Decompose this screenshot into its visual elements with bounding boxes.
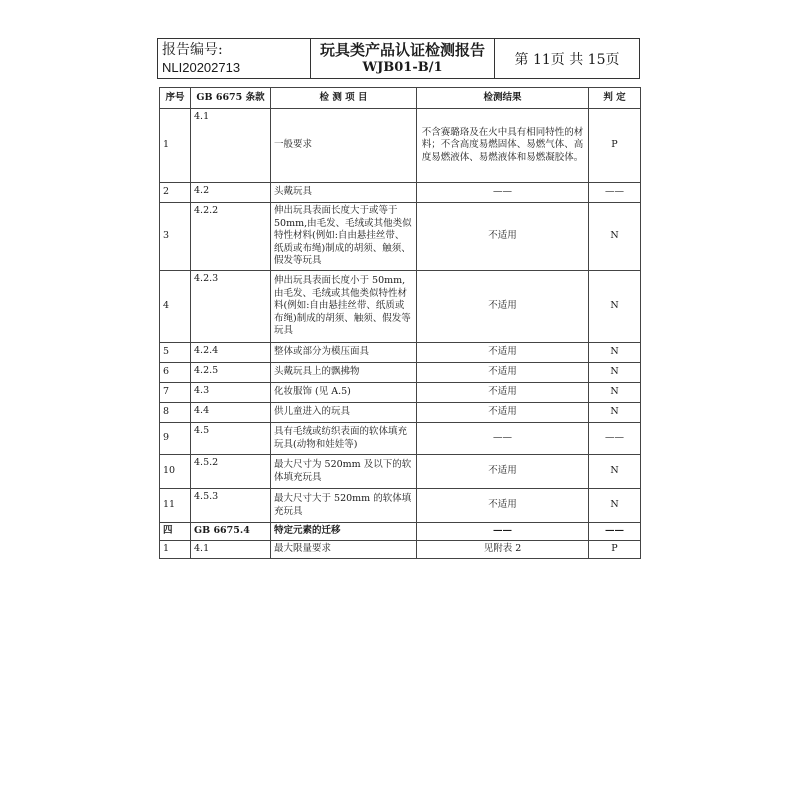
row-seq: 2 [160, 183, 191, 203]
col-header-result: 检测结果 [417, 88, 589, 109]
row-seq: 8 [160, 403, 191, 423]
table-row [160, 489, 641, 523]
row-verdict: P [589, 540, 641, 558]
row-seq: 7 [160, 383, 191, 403]
row-seq: 4 [160, 271, 191, 343]
table-header-row [160, 88, 641, 109]
row-clause: 4.5.2 [191, 455, 271, 489]
row-item: 最大尺寸大于 520mm 的软体填充玩具 [271, 489, 417, 523]
row-clause: 4.2.5 [191, 363, 271, 383]
row-item: 伸出玩具表面长度大于或等于50mm,由毛发、毛绒或其他类似特性材料(例如:自由悬挂丝带、纸质或布绳)制成的胡须、触须、假发等玩具 [271, 203, 417, 271]
row-item: 具有毛绒或纺织表面的软体填充玩具(动物和娃娃等) [271, 423, 417, 455]
page-info: 第 11页 共 15页 [514, 51, 620, 68]
row-clause: 4.3 [191, 383, 271, 403]
row-clause: 4.1 [191, 540, 271, 558]
row-seq: 3 [160, 203, 191, 271]
row-verdict: N [589, 383, 641, 403]
table-row [160, 271, 641, 343]
report-number-cell [158, 39, 311, 78]
col-header-seq: 序号 [160, 88, 191, 109]
report-code: WJB01-B/1 [362, 60, 443, 75]
row-verdict: N [589, 271, 641, 343]
table-row [160, 203, 641, 271]
col-header-verdict: 判 定 [589, 88, 641, 109]
row-seq: 10 [160, 455, 191, 489]
row-result: 不适用 [417, 455, 589, 489]
row-seq: 5 [160, 343, 191, 363]
table-row [160, 383, 641, 403]
row-clause: 4.5 [191, 423, 271, 455]
row-item: 特定元素的迁移 [271, 523, 417, 541]
table-row [160, 455, 641, 489]
row-result: 见附表 2 [417, 540, 589, 558]
table-row [160, 523, 641, 541]
row-result: 不适用 [417, 363, 589, 383]
report-title-cell [311, 39, 495, 78]
row-verdict: —— [589, 183, 641, 203]
row-verdict: P [589, 109, 641, 183]
report-number-label: 报告编号: [162, 42, 223, 58]
row-result: 不适用 [417, 203, 589, 271]
row-item: 整体或部分为模压面具 [271, 343, 417, 363]
row-seq: 1 [160, 540, 191, 558]
table-row [160, 403, 641, 423]
table-row [160, 183, 641, 203]
row-result: —— [417, 523, 589, 541]
row-verdict: N [589, 363, 641, 383]
test-results-table [159, 87, 641, 559]
row-clause: 4.2.4 [191, 343, 271, 363]
row-verdict: N [589, 343, 641, 363]
row-result: —— [417, 183, 589, 203]
row-clause: 4.2.3 [191, 271, 271, 343]
row-result: 不适用 [417, 343, 589, 363]
row-verdict: N [589, 203, 641, 271]
row-result: 不适用 [417, 489, 589, 523]
report-number: NLI20202713 [162, 60, 241, 75]
row-verdict: —— [589, 423, 641, 455]
row-result: 不适用 [417, 383, 589, 403]
row-result: —— [417, 423, 589, 455]
row-seq: 11 [160, 489, 191, 523]
row-clause: 4.5.3 [191, 489, 271, 523]
table-row [160, 343, 641, 363]
report-title: 玩具类产品认证检测报告 [319, 41, 485, 59]
row-result: 不适用 [417, 271, 589, 343]
col-header-clause: GB 6675 条款 [191, 88, 271, 109]
row-verdict: N [589, 455, 641, 489]
row-result: 不适用 [417, 403, 589, 423]
table-row [160, 423, 641, 455]
report-header [157, 38, 640, 79]
row-seq: 四 [160, 523, 191, 541]
row-item: 头戴玩具 [271, 183, 417, 203]
row-result: 不含赛璐珞及在火中具有相同特性的材料；不含高度易燃固体、易燃气体、高度易燃液体、易燃液体和易燃凝胶体。 [417, 109, 589, 183]
row-verdict: —— [589, 523, 641, 541]
row-clause: 4.2.2 [191, 203, 271, 271]
row-verdict: N [589, 489, 641, 523]
row-item: 化妆服饰 (见 A.5) [271, 383, 417, 403]
row-item: 供儿童进入的玩具 [271, 403, 417, 423]
row-item: 伸出玩具表面长度小于 50mm,由毛发、毛绒或其他类似特性材料(例如:自由悬挂丝带、纸质或布绳)制成的胡须、触须、假发等玩具 [271, 271, 417, 343]
table-row [160, 109, 641, 183]
col-header-item: 检 测 项 目 [271, 88, 417, 109]
row-seq: 1 [160, 109, 191, 183]
row-item: 头戴玩具上的飘拂物 [271, 363, 417, 383]
table-row [160, 540, 641, 558]
row-clause: 4.1 [191, 109, 271, 183]
row-verdict: N [589, 403, 641, 423]
table-row [160, 363, 641, 383]
row-seq: 6 [160, 363, 191, 383]
row-clause: 4.4 [191, 403, 271, 423]
row-clause: 4.2 [191, 183, 271, 203]
row-clause: GB 6675.4 [191, 523, 271, 541]
row-item: 一般要求 [271, 109, 417, 183]
row-item: 最大限量要求 [271, 540, 417, 558]
row-item: 最大尺寸为 520mm 及以下的软体填充玩具 [271, 455, 417, 489]
table-body [160, 109, 641, 559]
row-seq: 9 [160, 423, 191, 455]
